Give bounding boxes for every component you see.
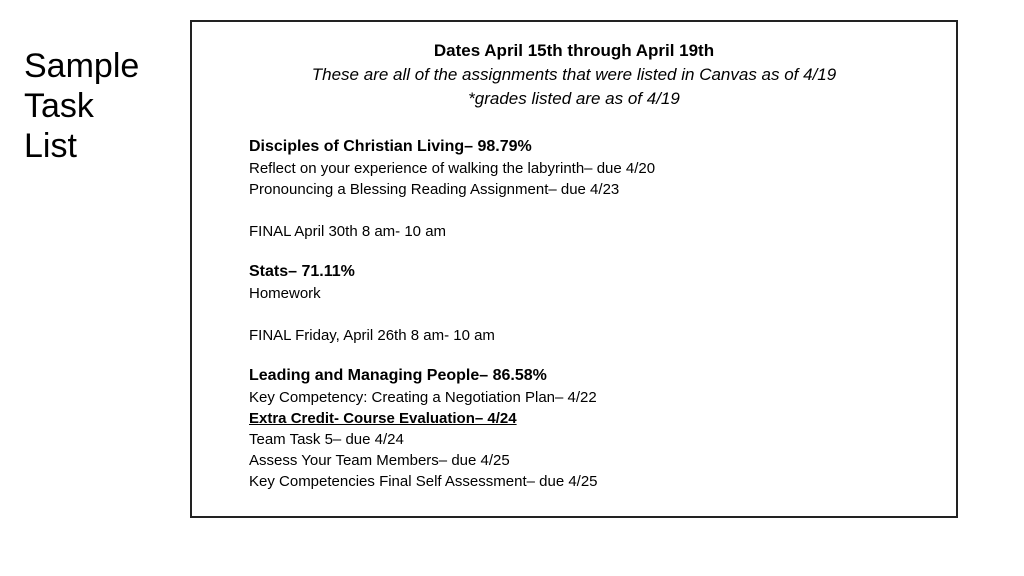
course-title: Stats– 71.11% — [249, 263, 355, 280]
slide-title-line: List — [24, 127, 77, 165]
course-section — [249, 136, 936, 242]
course-title: Leading and Managing People– 86.58% — [249, 367, 547, 384]
assignment-item: Pronouncing a Blessing Reading Assignment– due 4/23 — [249, 181, 620, 198]
assignment-item: Key Competencies Final Self Assessment– due 4/25 — [249, 473, 598, 490]
course-section — [249, 261, 936, 346]
document-image — [190, 20, 958, 518]
final-exam: FINAL April 30th 8 am- 10 am — [249, 223, 447, 240]
extra-credit-item: Extra Credit- Course Evaluation– 4/24 — [249, 410, 517, 427]
canvas-note: These are all of the assignments that were listed in Canvas as of 4/19 — [311, 65, 837, 84]
document-body — [249, 136, 936, 492]
assignment-item: Key Competency: Creating a Negotiation Plan– 4/22 — [249, 389, 597, 406]
slide-title-line: Task — [24, 87, 94, 125]
course-section — [249, 365, 936, 492]
assignment-item: Team Task 5– due 4/24 — [249, 431, 404, 448]
slide-title-line: Sample — [24, 47, 140, 85]
final-exam: FINAL Friday, April 26th 8 am- 10 am — [249, 327, 495, 344]
dates-heading: Dates April 15th through April 19th — [433, 41, 715, 60]
assignment-item: Assess Your Team Members– due 4/25 — [249, 452, 510, 469]
assignment-item: Homework — [249, 285, 321, 302]
slide-title — [24, 46, 139, 166]
grades-note: *grades listed are as of 4/19 — [468, 89, 680, 108]
course-title: Disciples of Christian Living– 98.79% — [249, 138, 532, 155]
document-header — [192, 39, 956, 111]
assignment-item: Reflect on your experience of walking the labyrinth– due 4/20 — [249, 160, 656, 177]
